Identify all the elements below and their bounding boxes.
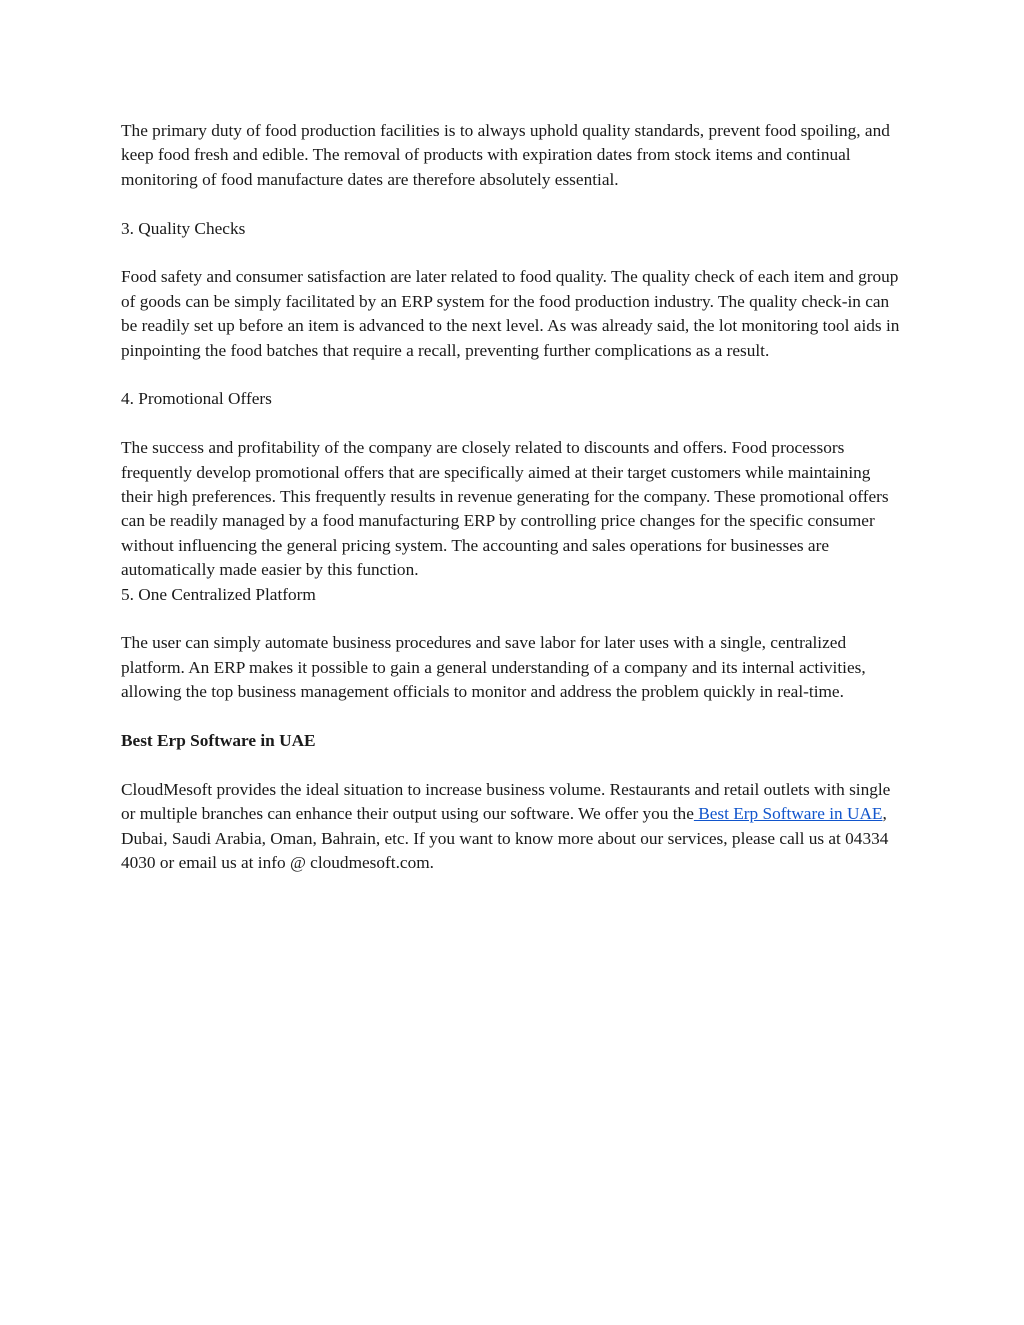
section-heading-promotional-offers: 4. Promotional Offers xyxy=(121,389,272,409)
spacer xyxy=(121,192,905,216)
section-heading-quality-checks: 3. Quality Checks xyxy=(121,218,246,238)
section-heading-best-erp: Best Erp Software in UAE xyxy=(121,731,316,751)
section-heading-centralized-platform: 5. One Centralized Platform xyxy=(121,584,316,604)
best-erp-software-link[interactable]: Best Erp Software in UAE xyxy=(693,804,883,824)
paragraph-centralized-platform: The user can simply automate business procedures and save labor for later uses with a single, centralized platform. An ERP makes it possible to gain a general understanding of a company and its internal activities, allowing the top business management officials to monitor and address the problem quickly in real-time. xyxy=(121,633,866,702)
document-page xyxy=(121,119,905,875)
paragraph-quality-checks: Food safety and consumer satisfaction are later related to food quality. The quality check of each item and group of goods can be simply facilitated by an ERP system for the food production industry. The quality check-in can be readily set up before an item is advanced to the next level. As was already said, the lot monitoring tool aids in pinpointing the food batches that require a recall, preventing further complications as a result. xyxy=(121,267,900,360)
spacer xyxy=(121,753,905,777)
paragraph-cloudmesoft-contact xyxy=(121,778,905,876)
contact-text-before-link: CloudMesoft provides the ideal situation to increase business volume. Restaurants and retail outlets with single or multiple branches can enhance their output using our software. We offer you the xyxy=(121,779,891,824)
paragraph-food-quality-standards: The primary duty of food production facilities is to always uphold quality standards, prevent food spoiling, and keep food fresh and edible. The removal of products with expiration dates from stock items and continual monitoring of food manufacture dates are therefore absolutely essential. xyxy=(121,121,890,189)
spacer xyxy=(121,363,905,387)
spacer xyxy=(121,607,905,631)
spacer xyxy=(121,412,905,436)
paragraph-promotional-offers: The success and profitability of the company are closely related to discounts and offers. Food processors frequently develop promotional offers that are specifically aimed at their target customers while maintaining their high preferences. This frequently results in revenue generating for the company. These promotional offers can be readily managed by a food manufacturing ERP by controlling price changes for the specific consumer without influencing the general pricing system. The accounting and sales operations for businesses are automatically made easier by this function. xyxy=(121,438,889,580)
spacer xyxy=(121,241,905,265)
spacer xyxy=(121,705,905,729)
contact-text-after-link: , Dubai, Saudi Arabia, Oman, Bahrain, etc. If you want to know more about our services, please call us at 04334 4030 or email us at info @ cloudmesoft.com. xyxy=(121,804,889,873)
